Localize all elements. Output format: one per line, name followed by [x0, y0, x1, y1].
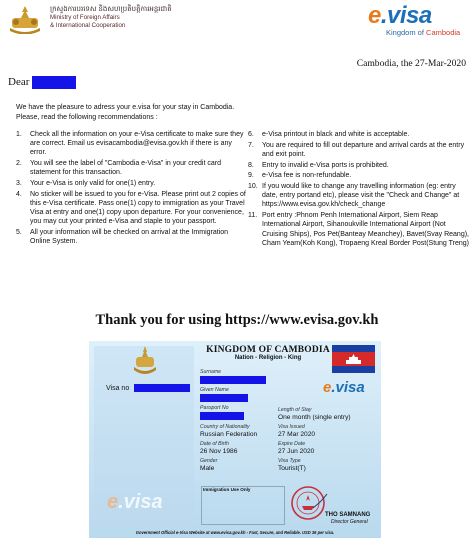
- visa-card: [89, 341, 381, 538]
- item-text: e-Visa fee is non-refundable.: [262, 172, 352, 180]
- visa-type-label: Visa Type: [278, 458, 301, 464]
- item-number: 4.: [16, 190, 22, 198]
- list-item: [16, 179, 250, 188]
- redacted-surname: [200, 376, 266, 384]
- visa-type-value: Tourist(T): [278, 465, 306, 472]
- item-number: 11.: [248, 212, 258, 220]
- stay-value: One month (single entry): [278, 414, 351, 421]
- item-number: 7.: [248, 141, 254, 149]
- item-number: 8.: [248, 161, 254, 169]
- issued-label: Visa Issued: [278, 424, 305, 430]
- item-number: 9.: [248, 172, 254, 180]
- item-text: Your e-Visa is only valid for one(1) entry.: [30, 180, 156, 188]
- issued-value: 27 Mar 2020: [278, 431, 316, 438]
- signatory-title: Director General: [331, 519, 368, 525]
- signatory-name: THO SAMNANG: [325, 512, 371, 518]
- card-evisa-logo: [323, 379, 365, 396]
- stay-label: Length of Stay: [278, 407, 312, 413]
- gender-value: Male: [200, 465, 215, 472]
- card-header: [203, 345, 333, 361]
- list-item: [16, 228, 250, 246]
- logo-sub-b: Cambodia: [426, 28, 461, 37]
- card-title: KINGDOM OF CAMBODIA: [206, 345, 330, 355]
- nationality-value: Russian Federation: [200, 431, 258, 438]
- item-text: If you would like to change any travelling information (eg: entry date, entry portand etc), please visit the "Check and Change" at https://www.evisa.gov.kh/check_change: [262, 183, 460, 209]
- redacted-name: [32, 76, 76, 89]
- cambodia-flag-icon: [332, 345, 375, 373]
- redacted-given-name: [200, 394, 248, 402]
- intro-line2: Please, read the following recommendations :: [16, 113, 158, 121]
- dear-label: Dear: [8, 76, 30, 89]
- evisa-logo: [368, 4, 468, 37]
- recommendations-right: [248, 130, 470, 249]
- watermark-e: e: [107, 491, 119, 513]
- visa-no-label: Visa no: [106, 384, 130, 392]
- card-logo-visa: .visa: [331, 379, 365, 396]
- logo-sub-a: Kingdom of: [386, 28, 427, 37]
- redacted-passport: [200, 412, 244, 420]
- logo-e: e: [368, 2, 381, 29]
- list-item: [248, 182, 470, 210]
- official-seal-icon: [287, 484, 329, 522]
- dob-value: 26 Nov 1986: [200, 448, 238, 455]
- list-item: [248, 211, 470, 248]
- ministry-name: [50, 6, 172, 30]
- item-text: Entry to invalid e-Visa ports is prohibited.: [262, 161, 389, 169]
- card-footer: Government Official e-Visa Website at www.evisa.gov.kh - Fast, Secure, and Reliable. USD 36 per visa.: [135, 530, 335, 535]
- visa-number: [106, 384, 190, 392]
- given-name-label: Given Name: [200, 387, 229, 393]
- item-text: Port entry :Phnom Penh International Airport, Siem Reap International Airport, Sihanoukville International Airport (Not Cruising Ships), Pos Pet(Banteay Meanchey), Bavet(Svay Reang), Cham Yeam(Koh Kong), Tropaeng Kreal Border Post(Stung Treng): [262, 212, 470, 247]
- item-text: Check all the information on your e-Visa certificate to make sure they are correct. Email us evisacambodia@evisa.gov.kh if there is any error.: [30, 131, 244, 157]
- thanks-line: Thank you for using https://www.evisa.gov.kh: [95, 312, 379, 328]
- item-text: e-Visa printout in black and white is acceptable.: [262, 131, 410, 138]
- list-item: [16, 159, 250, 177]
- watermark-visa: .visa: [118, 491, 163, 513]
- nationality-label: Country of Nationality: [200, 424, 250, 430]
- immigration-use-label: Immigration Use Only: [203, 487, 251, 492]
- item-number: 6.: [248, 131, 254, 138]
- list-item: [248, 161, 470, 170]
- item-number: 10.: [248, 183, 258, 191]
- surname-label: Surname: [200, 369, 222, 375]
- passport-label: Passport No: [200, 405, 229, 411]
- item-text: You are required to fill out departure and arrival cards at the entry and exit point.: [262, 141, 465, 158]
- item-number: 5.: [16, 229, 22, 237]
- redacted-visa-no: [134, 384, 190, 392]
- expiry-value: 27 Jun 2020: [278, 448, 315, 455]
- gender-label: Gender: [200, 458, 218, 464]
- list-item: [248, 130, 470, 139]
- intro-line1: We have the pleasure to adress your e.visa for your stay in Cambodia.: [16, 104, 235, 111]
- ministry-line1: Ministry of Foreign Affairs: [50, 14, 120, 21]
- royal-emblem-icon: [6, 4, 44, 34]
- card-motto: Nation - Religion - King: [234, 355, 302, 361]
- item-number: 1.: [16, 131, 22, 138]
- ministry-line2: & International Cooperation: [50, 22, 126, 29]
- item-text: No sticker will be issued to you for e-Visa. Please print out 2 copies of this e-Visa certificate. Pass one(1) copy to immigration as your Travel Visa at entry and one(1) copy upon departure. For your convenience, you may cut your printed e-Visa and staple to your passport.: [30, 190, 246, 226]
- logo-visa: .visa: [380, 2, 432, 29]
- expiry-label: Expire Date: [278, 441, 306, 447]
- royal-crest-icon: [133, 345, 157, 377]
- item-number: 3.: [16, 180, 22, 188]
- card-logo-e: e: [323, 379, 332, 396]
- item-number: 2.: [16, 160, 22, 168]
- card-watermark-logo: [107, 491, 163, 514]
- list-item: [16, 190, 250, 227]
- dob-label: Date of Birth: [200, 441, 229, 447]
- salutation: [8, 76, 76, 89]
- intro: [16, 103, 234, 123]
- list-item: [248, 141, 470, 159]
- recommendations-left: [16, 130, 250, 248]
- item-text: You will see the label of "Cambodia e-Visa" in your credit card statement for this transaction.: [30, 160, 221, 177]
- list-item: [16, 130, 250, 158]
- item-text: All your information will be checked on arrival at the Immigration Online System.: [30, 229, 229, 246]
- list-item: [248, 171, 470, 180]
- letter-date: Cambodia, the 27-Mar-2020: [356, 58, 466, 69]
- ministry-khmer: ក្រសួងការបរទេស និងសហប្រតិបត្តិការអន្តរជាតិ: [50, 6, 172, 13]
